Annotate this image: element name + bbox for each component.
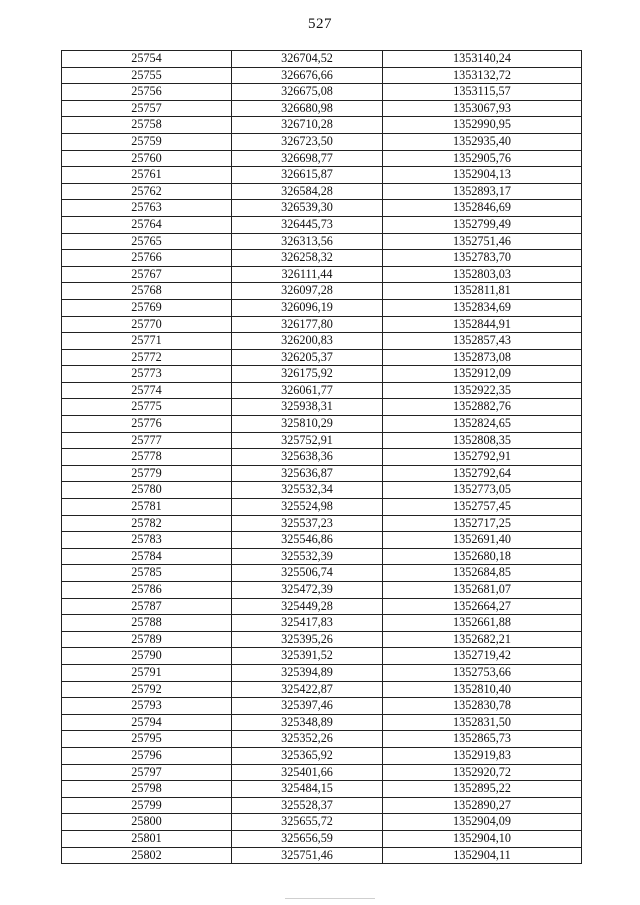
point-number-cell: 25766 <box>62 250 232 267</box>
x-coordinate-cell: 325365,92 <box>232 747 383 764</box>
point-number-cell: 25762 <box>62 183 232 200</box>
y-coordinate-cell: 1352680,18 <box>383 548 582 565</box>
x-coordinate-cell: 325532,39 <box>232 548 383 565</box>
point-number-cell: 25782 <box>62 515 232 532</box>
y-coordinate-cell: 1352691,40 <box>383 532 582 549</box>
x-coordinate-cell: 326704,52 <box>232 51 383 68</box>
table-row <box>62 615 582 632</box>
x-coordinate-cell: 326097,28 <box>232 283 383 300</box>
y-coordinate-cell: 1353115,57 <box>383 84 582 101</box>
y-coordinate-cell: 1352857,43 <box>383 333 582 350</box>
point-number-cell: 25799 <box>62 797 232 814</box>
table-row <box>62 449 582 466</box>
y-coordinate-cell: 1352803,03 <box>383 266 582 283</box>
table-row <box>62 183 582 200</box>
point-number-cell: 25759 <box>62 133 232 150</box>
table-row <box>62 582 582 599</box>
y-coordinate-cell: 1353140,24 <box>383 51 582 68</box>
point-number-cell: 25784 <box>62 548 232 565</box>
x-coordinate-cell: 325422,87 <box>232 681 383 698</box>
y-coordinate-cell: 1352904,11 <box>383 847 582 864</box>
y-coordinate-cell: 1352824,65 <box>383 416 582 433</box>
table-row <box>62 200 582 217</box>
x-coordinate-cell: 325938,31 <box>232 399 383 416</box>
y-coordinate-cell: 1352717,25 <box>383 515 582 532</box>
y-coordinate-cell: 1352792,91 <box>383 449 582 466</box>
x-coordinate-cell: 326710,28 <box>232 117 383 134</box>
table-row <box>62 664 582 681</box>
y-coordinate-cell: 1352830,78 <box>383 698 582 715</box>
x-coordinate-cell: 325810,29 <box>232 416 383 433</box>
x-coordinate-cell: 325352,26 <box>232 731 383 748</box>
table-row <box>62 366 582 383</box>
point-number-cell: 25776 <box>62 416 232 433</box>
y-coordinate-cell: 1352682,21 <box>383 631 582 648</box>
x-coordinate-cell: 325484,15 <box>232 781 383 798</box>
x-coordinate-cell: 326445,73 <box>232 216 383 233</box>
x-coordinate-cell: 325394,89 <box>232 664 383 681</box>
point-number-cell: 25797 <box>62 764 232 781</box>
x-coordinate-cell: 325506,74 <box>232 565 383 582</box>
y-coordinate-cell: 1352904,09 <box>383 814 582 831</box>
x-coordinate-cell: 325655,72 <box>232 814 383 831</box>
x-coordinate-cell: 326539,30 <box>232 200 383 217</box>
y-coordinate-cell: 1353067,93 <box>383 100 582 117</box>
y-coordinate-cell: 1352920,72 <box>383 764 582 781</box>
table-row <box>62 731 582 748</box>
point-number-cell: 25802 <box>62 847 232 864</box>
table-row <box>62 67 582 84</box>
table-row <box>62 150 582 167</box>
x-coordinate-cell: 326096,19 <box>232 299 383 316</box>
table-row <box>62 648 582 665</box>
x-coordinate-cell: 326175,92 <box>232 366 383 383</box>
table-row <box>62 465 582 482</box>
point-number-cell: 25778 <box>62 449 232 466</box>
y-coordinate-cell: 1352904,13 <box>383 167 582 184</box>
x-coordinate-cell: 326205,37 <box>232 349 383 366</box>
table-row <box>62 797 582 814</box>
table-row <box>62 548 582 565</box>
y-coordinate-cell: 1352811,81 <box>383 283 582 300</box>
x-coordinate-cell: 326723,50 <box>232 133 383 150</box>
x-coordinate-cell: 325656,59 <box>232 830 383 847</box>
table-row <box>62 133 582 150</box>
x-coordinate-cell: 325532,34 <box>232 482 383 499</box>
point-number-cell: 25767 <box>62 266 232 283</box>
y-coordinate-cell: 1353132,72 <box>383 67 582 84</box>
y-coordinate-cell: 1352757,45 <box>383 499 582 516</box>
y-coordinate-cell: 1352922,35 <box>383 382 582 399</box>
y-coordinate-cell: 1352893,17 <box>383 183 582 200</box>
x-coordinate-cell: 325395,26 <box>232 631 383 648</box>
y-coordinate-cell: 1352935,40 <box>383 133 582 150</box>
point-number-cell: 25796 <box>62 747 232 764</box>
x-coordinate-cell: 325636,87 <box>232 465 383 482</box>
point-number-cell: 25785 <box>62 565 232 582</box>
point-number-cell: 25786 <box>62 582 232 599</box>
point-number-cell: 25758 <box>62 117 232 134</box>
table-row <box>62 416 582 433</box>
x-coordinate-cell: 325401,66 <box>232 764 383 781</box>
y-coordinate-cell: 1352684,85 <box>383 565 582 582</box>
x-coordinate-cell: 326258,32 <box>232 250 383 267</box>
table-row <box>62 51 582 68</box>
table-row <box>62 250 582 267</box>
x-coordinate-cell: 325524,98 <box>232 499 383 516</box>
point-number-cell: 25773 <box>62 366 232 383</box>
x-coordinate-cell: 325638,36 <box>232 449 383 466</box>
y-coordinate-cell: 1352905,76 <box>383 150 582 167</box>
y-coordinate-cell: 1352783,70 <box>383 250 582 267</box>
y-coordinate-cell: 1352719,42 <box>383 648 582 665</box>
y-coordinate-cell: 1352919,83 <box>383 747 582 764</box>
point-number-cell: 25770 <box>62 316 232 333</box>
x-coordinate-cell: 326698,77 <box>232 150 383 167</box>
point-number-cell: 25790 <box>62 648 232 665</box>
x-coordinate-cell: 326584,28 <box>232 183 383 200</box>
table-row <box>62 233 582 250</box>
x-coordinate-cell: 325397,46 <box>232 698 383 715</box>
y-coordinate-cell: 1352810,40 <box>383 681 582 698</box>
table-row <box>62 781 582 798</box>
y-coordinate-cell: 1352904,10 <box>383 830 582 847</box>
point-number-cell: 25760 <box>62 150 232 167</box>
y-coordinate-cell: 1352753,66 <box>383 664 582 681</box>
x-coordinate-cell: 325546,86 <box>232 532 383 549</box>
table-row <box>62 349 582 366</box>
table-row <box>62 316 582 333</box>
point-number-cell: 25783 <box>62 532 232 549</box>
table-row <box>62 399 582 416</box>
point-number-cell: 25798 <box>62 781 232 798</box>
point-number-cell: 25789 <box>62 631 232 648</box>
point-number-cell: 25754 <box>62 51 232 68</box>
x-coordinate-cell: 325537,23 <box>232 515 383 532</box>
x-coordinate-cell: 326615,87 <box>232 167 383 184</box>
point-number-cell: 25757 <box>62 100 232 117</box>
point-number-cell: 25777 <box>62 432 232 449</box>
table-row <box>62 499 582 516</box>
y-coordinate-cell: 1352831,50 <box>383 714 582 731</box>
point-number-cell: 25795 <box>62 731 232 748</box>
table-row <box>62 117 582 134</box>
point-number-cell: 25794 <box>62 714 232 731</box>
bottom-divider <box>285 898 375 899</box>
point-number-cell: 25792 <box>62 681 232 698</box>
table-row <box>62 681 582 698</box>
x-coordinate-cell: 325752,91 <box>232 432 383 449</box>
table-row <box>62 333 582 350</box>
table-row <box>62 565 582 582</box>
coordinates-table-body <box>62 51 582 864</box>
table-row <box>62 532 582 549</box>
point-number-cell: 25769 <box>62 299 232 316</box>
table-row <box>62 747 582 764</box>
point-number-cell: 25763 <box>62 200 232 217</box>
y-coordinate-cell: 1352664,27 <box>383 598 582 615</box>
table-row <box>62 283 582 300</box>
x-coordinate-cell: 325751,46 <box>232 847 383 864</box>
point-number-cell: 25768 <box>62 283 232 300</box>
x-coordinate-cell: 326200,83 <box>232 333 383 350</box>
point-number-cell: 25791 <box>62 664 232 681</box>
x-coordinate-cell: 326313,56 <box>232 233 383 250</box>
table-row <box>62 830 582 847</box>
point-number-cell: 25775 <box>62 399 232 416</box>
y-coordinate-cell: 1352890,27 <box>383 797 582 814</box>
table-row <box>62 299 582 316</box>
table-row <box>62 382 582 399</box>
point-number-cell: 25772 <box>62 349 232 366</box>
table-row <box>62 216 582 233</box>
table-row <box>62 631 582 648</box>
point-number-cell: 25788 <box>62 615 232 632</box>
point-number-cell: 25801 <box>62 830 232 847</box>
table-row <box>62 167 582 184</box>
y-coordinate-cell: 1352808,35 <box>383 432 582 449</box>
x-coordinate-cell: 326061,77 <box>232 382 383 399</box>
x-coordinate-cell: 326680,98 <box>232 100 383 117</box>
table-row <box>62 515 582 532</box>
point-number-cell: 25787 <box>62 598 232 615</box>
table-row <box>62 714 582 731</box>
y-coordinate-cell: 1352882,76 <box>383 399 582 416</box>
x-coordinate-cell: 326675,08 <box>232 84 383 101</box>
x-coordinate-cell: 325391,52 <box>232 648 383 665</box>
x-coordinate-cell: 325472,39 <box>232 582 383 599</box>
y-coordinate-cell: 1352681,07 <box>383 582 582 599</box>
point-number-cell: 25771 <box>62 333 232 350</box>
x-coordinate-cell: 326177,80 <box>232 316 383 333</box>
point-number-cell: 25765 <box>62 233 232 250</box>
point-number-cell: 25764 <box>62 216 232 233</box>
y-coordinate-cell: 1352846,69 <box>383 200 582 217</box>
x-coordinate-cell: 325417,83 <box>232 615 383 632</box>
y-coordinate-cell: 1352834,69 <box>383 299 582 316</box>
x-coordinate-cell: 326676,66 <box>232 67 383 84</box>
page-number: 527 <box>308 16 332 32</box>
x-coordinate-cell: 325528,37 <box>232 797 383 814</box>
point-number-cell: 25781 <box>62 499 232 516</box>
y-coordinate-cell: 1352873,08 <box>383 349 582 366</box>
y-coordinate-cell: 1352792,64 <box>383 465 582 482</box>
y-coordinate-cell: 1352751,46 <box>383 233 582 250</box>
y-coordinate-cell: 1352844,91 <box>383 316 582 333</box>
table-row <box>62 432 582 449</box>
y-coordinate-cell: 1352773,05 <box>383 482 582 499</box>
point-number-cell: 25779 <box>62 465 232 482</box>
table-row <box>62 100 582 117</box>
table-row <box>62 847 582 864</box>
y-coordinate-cell: 1352799,49 <box>383 216 582 233</box>
x-coordinate-cell: 325348,89 <box>232 714 383 731</box>
table-row <box>62 698 582 715</box>
point-number-cell: 25755 <box>62 67 232 84</box>
y-coordinate-cell: 1352865,73 <box>383 731 582 748</box>
x-coordinate-cell: 325449,28 <box>232 598 383 615</box>
y-coordinate-cell: 1352912,09 <box>383 366 582 383</box>
point-number-cell: 25761 <box>62 167 232 184</box>
coordinates-table <box>61 50 582 864</box>
table-row <box>62 482 582 499</box>
point-number-cell: 25756 <box>62 84 232 101</box>
point-number-cell: 25780 <box>62 482 232 499</box>
point-number-cell: 25774 <box>62 382 232 399</box>
x-coordinate-cell: 326111,44 <box>232 266 383 283</box>
y-coordinate-cell: 1352990,95 <box>383 117 582 134</box>
table-row <box>62 84 582 101</box>
table-row <box>62 764 582 781</box>
y-coordinate-cell: 1352895,22 <box>383 781 582 798</box>
table-row <box>62 598 582 615</box>
table-row <box>62 814 582 831</box>
point-number-cell: 25793 <box>62 698 232 715</box>
point-number-cell: 25800 <box>62 814 232 831</box>
y-coordinate-cell: 1352661,88 <box>383 615 582 632</box>
table-row <box>62 266 582 283</box>
